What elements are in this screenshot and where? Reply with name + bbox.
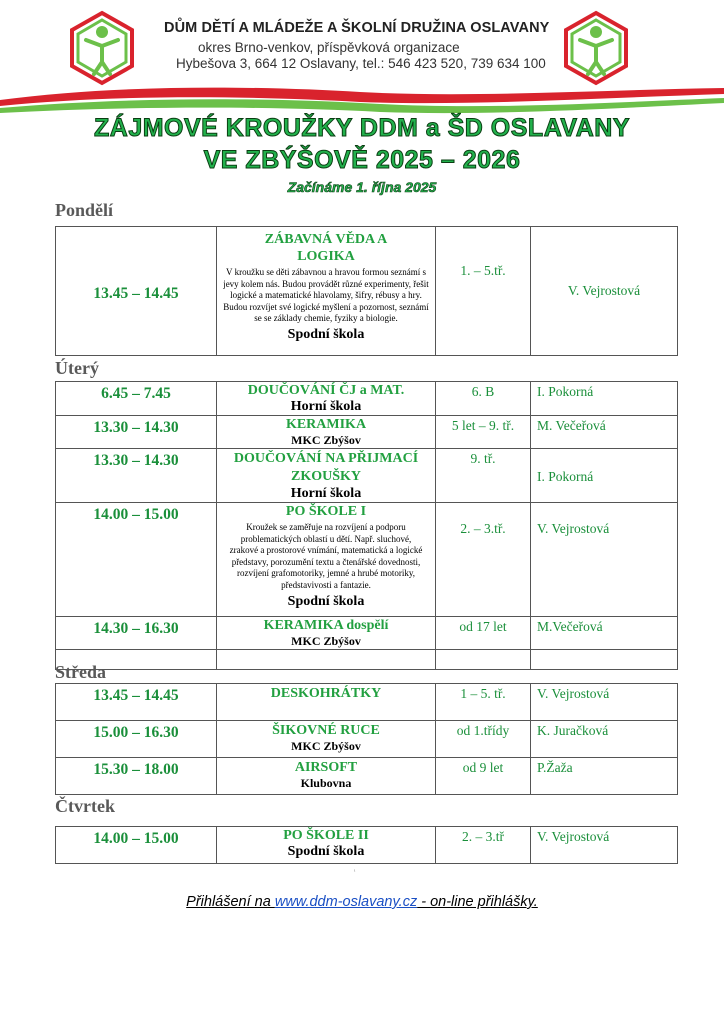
leader-cell: I. Pokorná [531,449,678,503]
age-cell: 1 – 5. tř. [436,684,531,721]
activity-location: Horní škola [290,486,362,501]
time-cell: 13.45 – 14.45 [56,684,217,721]
day-heading-wednesday: Středa [55,662,106,682]
schedule-table-tuesday [55,381,678,670]
activity-cell [217,503,436,617]
small-mark: ¹ [354,870,356,875]
leader-cell: M.Večeřová [531,617,678,650]
ddm-logo-left-icon [68,10,136,86]
leader-cell: V. Vejrostová [531,503,678,617]
activity-name: PO ŠKOLE II [283,828,369,843]
activity-cell [217,827,436,864]
table-row [56,449,678,503]
time-cell: 13.30 – 14.30 [56,449,217,503]
age-cell: od 17 let [436,617,531,650]
leader-cell: V. Vejrostová [531,827,678,864]
activity-name: PO ŠKOLE I [285,504,367,519]
activity-name: AIRSOFT [294,760,358,775]
time-cell: 13.30 – 14.30 [56,416,217,449]
table-row [56,617,678,650]
activity-location: MKC Zbýšov [291,634,361,648]
activity-description: Kroužek se zaměřuje na rozvíjení a podporu problematických oblastí u dětí. Např. sluchové, zrakové a prostorové vnímání, matematická a logické představy, porozumění textu a čtenářské dovednosti, rozvíjení grafomotoriky, jemné a hrubé motoriky, představivosti a fantazie. [229,522,423,590]
time-cell: 6.45 – 7.45 [56,382,217,416]
time-cell: 14.00 – 15.00 [56,827,217,864]
day-heading-monday: Pondělí [55,200,114,220]
schedule-table-wednesday [55,683,678,795]
activity-name: ZÁBAVNÁ VĚDA A LOGIKA [264,232,388,264]
activity-name: DESKOHRÁTKY [270,686,382,701]
activity-cell [217,721,436,758]
activity-description: V kroužku se děti zábavnou a hravou formou seznámí s jevy kolem nás. Budou provádět různé experimenty, řešit logické a matematické hlavolamy, šifry, rébusy a hry. Budou rozvíjet své logické myšlení a pozornost, seznámí se se základy chemie, fyziky a biologie. [223,267,429,324]
table-row [56,827,678,864]
footer-prefix: Přihlášení na [186,894,275,910]
ddm-logo-right-icon [562,10,630,86]
empty-cell [531,650,678,670]
leader-cell: V. Vejrostová [531,684,678,721]
age-cell: od 1.třídy [436,721,531,758]
age-cell: 2. – 3.tř [436,827,531,864]
time-cell: 13.45 – 14.45 [56,227,217,356]
activity-location: Spodní škola [287,844,365,859]
activity-location: Spodní škola [287,326,365,342]
activity-cell [217,684,436,721]
age-cell: 6. B [436,382,531,416]
main-title-line1: ZÁJMOVÉ KROUŽKY DDM a ŠD OSLAVANY [94,114,630,142]
day-heading-thursday: Čtvrtek [55,796,115,816]
age-cell: 2. – 3.tř. [436,503,531,617]
organization-subtitle: okres Brno-venkov, příspěvková organizace [198,40,460,55]
table-row [56,721,678,758]
empty-cell [217,650,436,670]
activity-name: ŠIKOVNÉ RUCE [272,723,380,738]
table-row-empty [56,650,678,670]
activity-name: DOUČOVÁNÍ ČJ a MAT. [247,383,405,398]
footer-suffix: - on-line přihlášky. [417,894,538,910]
organization-address: Hybešova 3, 664 12 Oslavany, tel.: 546 423 520, 739 634 100 [176,56,546,71]
registration-footer [0,894,724,910]
time-cell: 14.30 – 16.30 [56,617,217,650]
table-row [56,684,678,721]
activity-cell [217,449,436,503]
time-cell: 15.00 – 16.30 [56,721,217,758]
header-swoosh-decoration [0,80,724,116]
leader-cell: I. Pokorná [531,382,678,416]
activity-cell [217,416,436,449]
age-cell: 1. – 5.tř. [436,227,531,356]
age-cell: od 9 let [436,758,531,795]
table-row [56,382,678,416]
leader-cell: K. Juračková [531,721,678,758]
start-date: Začínáme 1. října 2025 [287,179,437,195]
day-heading-tuesday: Úterý [55,358,99,378]
schedule-table-thursday [55,826,678,864]
activity-name: DOUČOVÁNÍ NA PŘIJMACÍ ZKOUŠKY [233,451,419,484]
empty-cell [436,650,531,670]
leader-cell: V. Vejrostová [531,227,678,356]
table-row [56,227,678,356]
activity-location: Spodní škola [287,593,365,609]
leader-cell: M. Večeřová [531,416,678,449]
main-title-line2: VE ZBÝŠOVĚ 2025 – 2026 [203,146,521,174]
schedule-table-monday [55,226,678,356]
activity-location: Horní škola [290,399,362,414]
activity-location: MKC Zbýšov [291,739,361,753]
activity-name: KERAMIKA dospělí [263,618,389,633]
time-cell: 15.30 – 18.00 [56,758,217,795]
activity-name: KERAMIKA [285,417,367,432]
table-row [56,416,678,449]
age-cell: 5 let – 9. tř. [436,416,531,449]
activity-cell [217,758,436,795]
activity-location: Klubovna [300,776,352,790]
age-cell: 9. tř. [436,449,531,503]
leader-cell: P.Žaža [531,758,678,795]
organization-name: DŮM DĚTÍ A MLÁDEŽE A ŠKOLNÍ DRUŽINA OSLAVANY [164,20,550,36]
activity-cell [217,382,436,416]
activity-location: MKC Zbýšov [291,433,361,447]
table-row [56,503,678,617]
table-row [56,758,678,795]
time-cell: 14.00 – 15.00 [56,503,217,617]
activity-cell [217,227,436,356]
website-link[interactable]: www.ddm-oslavany.cz [274,894,418,910]
activity-cell [217,617,436,650]
